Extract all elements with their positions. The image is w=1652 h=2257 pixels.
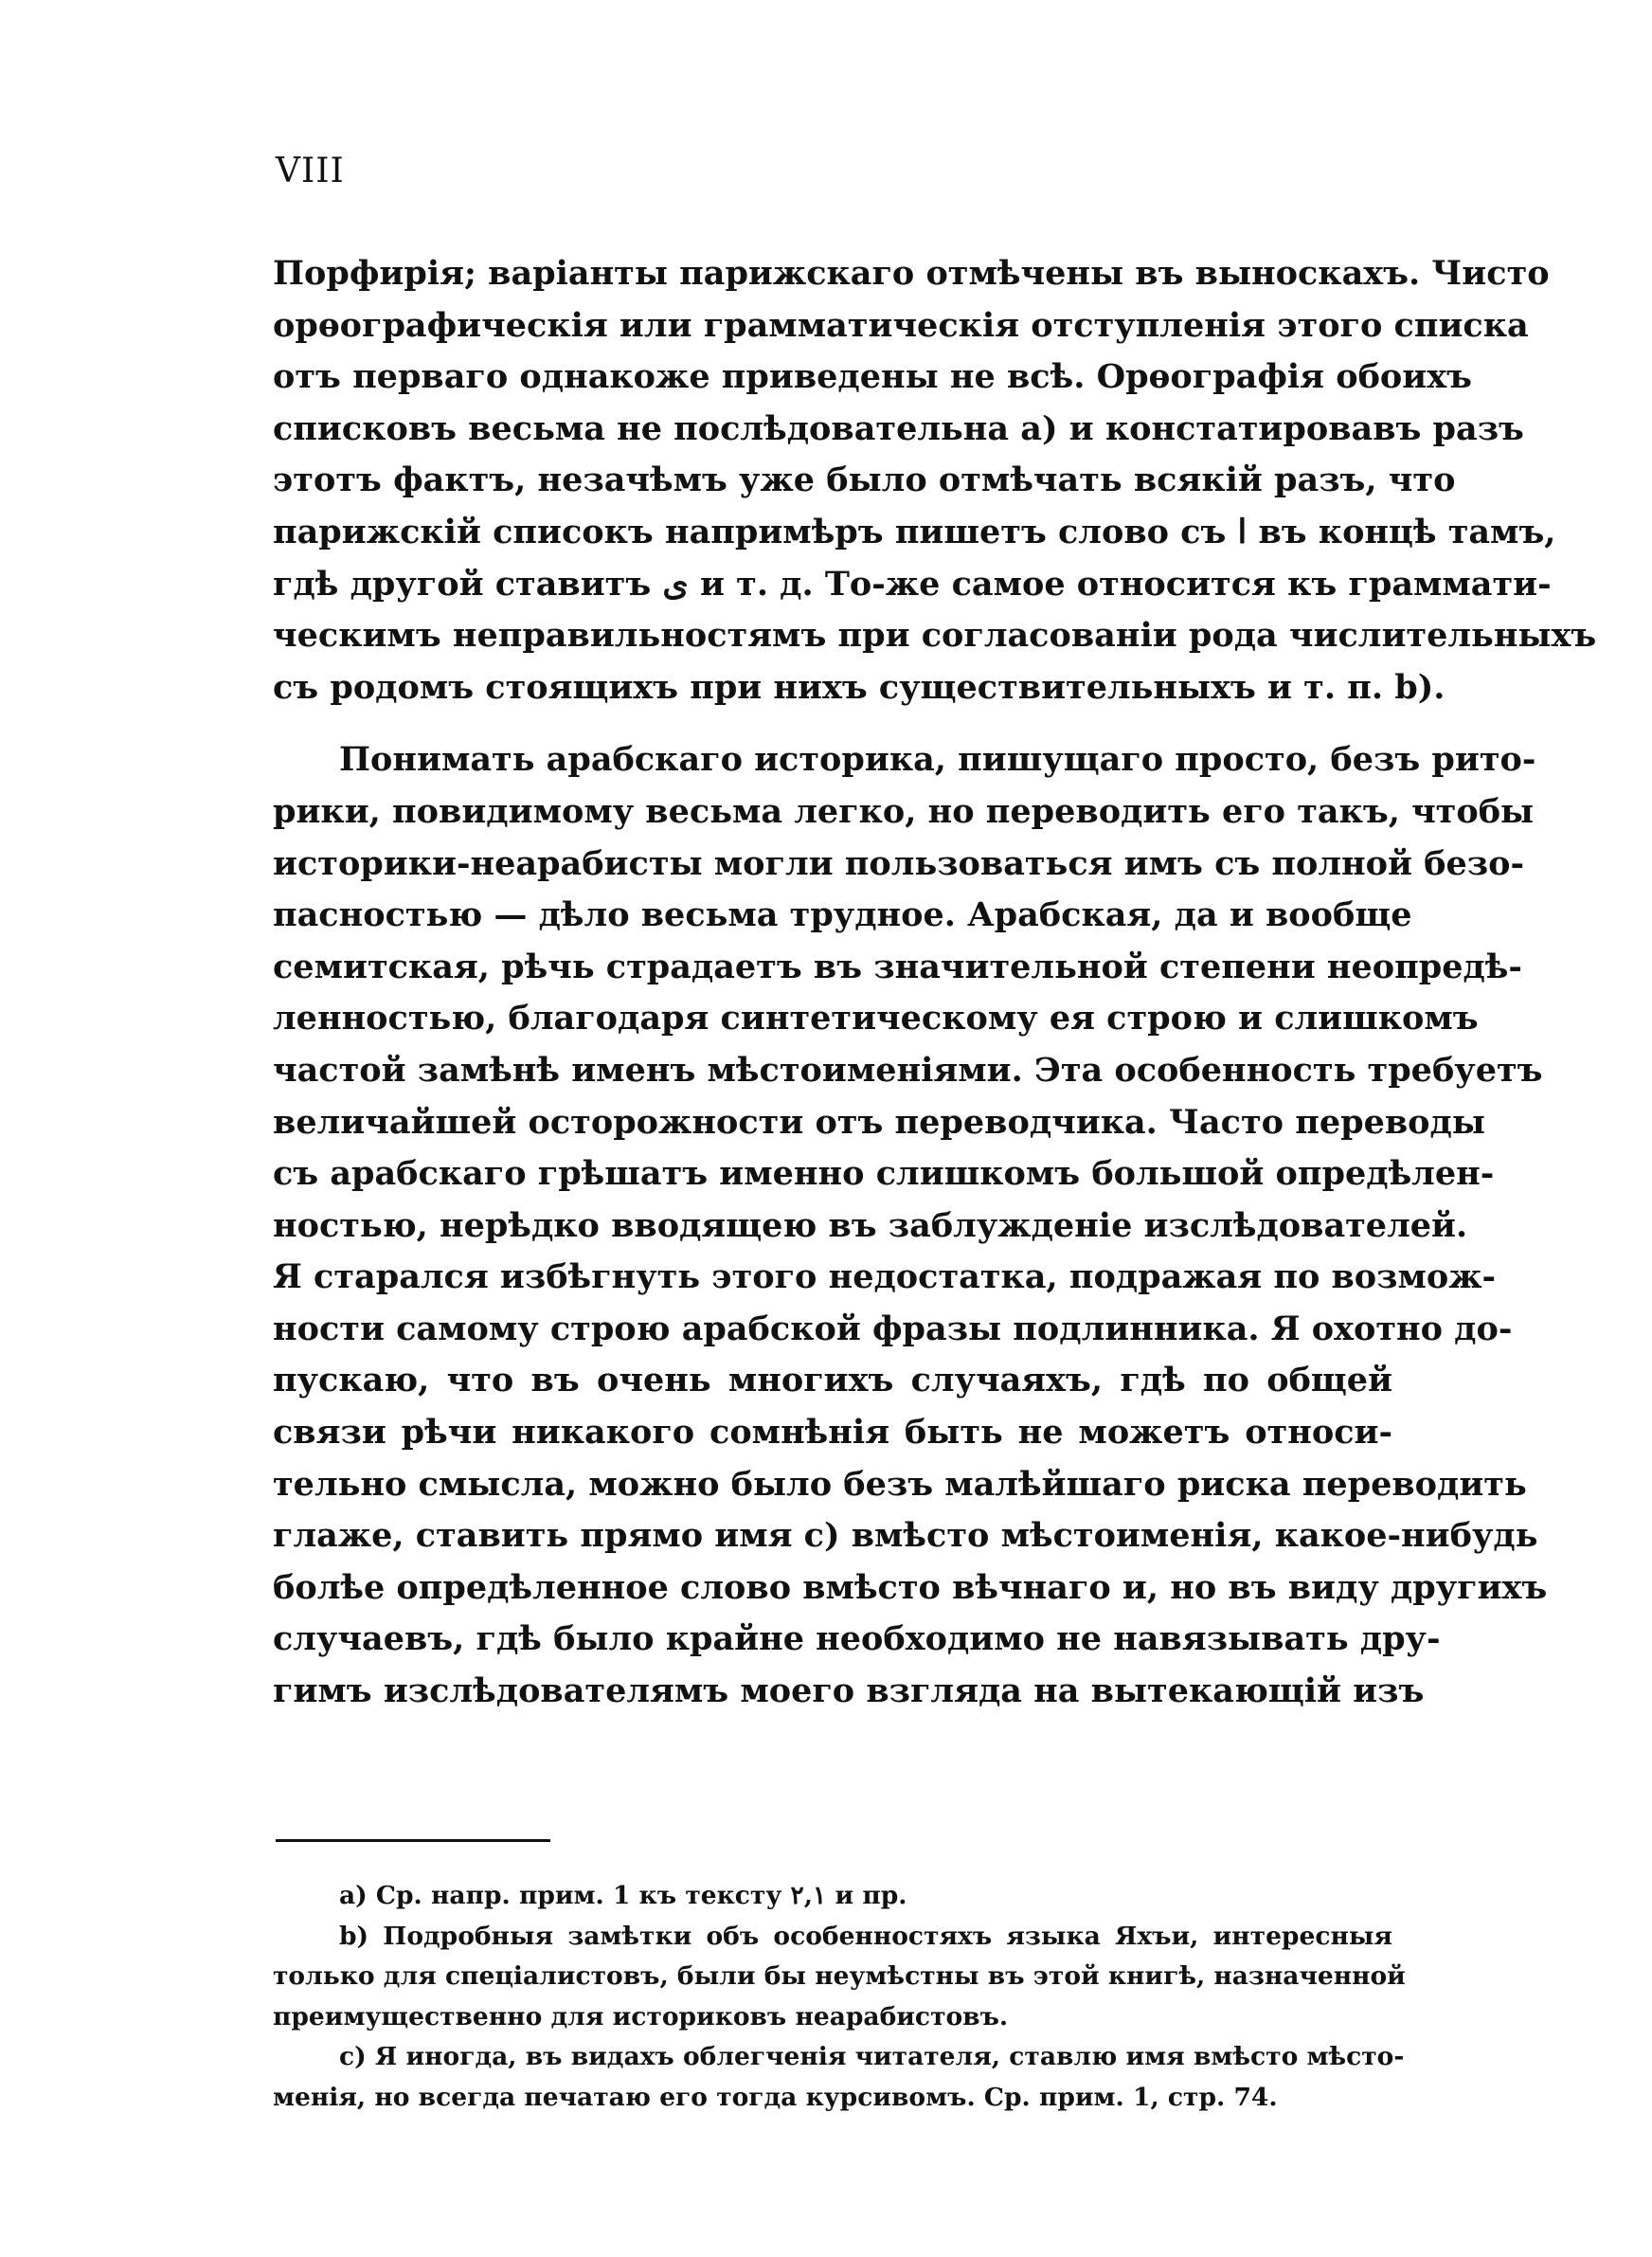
- text-line: съ родомъ стоящихъ при нихъ существительныхъ и т. п. b).: [273, 667, 1446, 707]
- text-line: списковъ весьма не послѣдовательна a) и констатировавъ разъ: [273, 408, 1524, 448]
- text-line: парижскій списокъ напримѣръ пишетъ слово съ ا въ концѣ тамъ,: [273, 512, 1556, 551]
- text-line: ческимъ неправильностямъ при согласованіи рода числительныхъ: [273, 616, 1597, 656]
- footnote-line: c) Я иногда, въ видахъ облегченія читателя, ставлю имя вмѣсто мѣсто-: [339, 2042, 1405, 2072]
- paragraph: [273, 734, 1548, 1717]
- footnote-line: менія, но всегда печатаю его тогда курсивомъ. Ср. прим. 1, стр. 74.: [273, 2082, 1278, 2112]
- text-line: величайшей осторожности отъ переводчика. Часто переводы: [273, 1102, 1485, 1142]
- text-line: орѳографическія или грамматическія отступленія этого списка: [273, 305, 1529, 345]
- text-line: Понимать арабскаго историка, пишущаго просто, безъ рито-: [339, 740, 1536, 780]
- text-line: тельно смысла, можно было безъ малѣйшаго риска переводить: [273, 1464, 1527, 1504]
- text-line: пускаю, что въ очень многихъ случаяхъ, гдѣ по общей: [273, 1361, 1392, 1400]
- text-line: гимъ изслѣдователямъ моего взгляда на вытекающій изъ: [273, 1671, 1425, 1711]
- footnote-line: a) Ср. напр. прим. 1 къ тексту ٢,١ и пр.: [339, 1881, 907, 1910]
- footnotes: [273, 1876, 1406, 2119]
- paragraph: [273, 248, 1597, 713]
- text-line: отъ перваго однакоже приведены не всѣ. Орѳографія обоихъ: [273, 357, 1472, 397]
- text-line: историки-неарабисты могли пользоваться имъ съ полной безо-: [273, 843, 1524, 883]
- text-line: Порфирія; варіанты парижскаго отмѣчены въ выноскахъ. Чисто: [273, 254, 1550, 293]
- text-line: этотъ фактъ, незачѣмъ уже было отмѣчать всякій разъ, что: [273, 460, 1456, 500]
- text-line: Я старался избѣгнуть этого недостатка, подражая по возмож-: [273, 1257, 1497, 1297]
- main-text: [273, 248, 1597, 1718]
- text-line: связи рѣчи никакого сомнѣнія быть не можетъ относи-: [273, 1413, 1392, 1453]
- footnote-c: [273, 2037, 1405, 2118]
- footnote-a: [273, 1876, 1392, 1917]
- text-line: ленностью, благодаря синтетическому ея строю и слишкомъ: [273, 999, 1479, 1038]
- text-line: пасностью — дѣло весьма трудное. Арабская, да и вообще: [273, 895, 1412, 935]
- footnote-line: преимущественно для историковъ неарабистовъ.: [273, 2001, 1009, 2031]
- text-line: болѣе опредѣленное слово вмѣсто вѣчнаго и, но въ виду другихъ: [273, 1567, 1548, 1607]
- text-line: рики, повидимому весьма легко, но переводить его такъ, чтобы: [273, 791, 1535, 831]
- footnote-line: b) Подробныя замѣтки объ особенностяхъ языка Яхъи, интересныя: [339, 1921, 1392, 1951]
- text-line: случаевъ, гдѣ было крайне необходимо не навязывать дру-: [273, 1619, 1441, 1659]
- footnote-b: [273, 1917, 1406, 2038]
- footnote-divider: [276, 1839, 550, 1842]
- text-line: гдѣ другой ставитъ ى и т. д. То-же самое относится къ граммати-: [273, 564, 1552, 604]
- text-line: глаже, ставить прямо имя c) вмѣсто мѣстоименія, какое-нибудь: [273, 1516, 1538, 1556]
- page-number: VIII: [276, 152, 345, 190]
- text-line: съ арабскаго грѣшатъ именно слишкомъ большой опредѣлен-: [273, 1154, 1495, 1194]
- footnote-line: только для спеціалистовъ, были бы неумѣстны въ этой книгѣ, назначенной: [273, 1961, 1406, 1992]
- text-line: ности самому строю арабской фразы подлинника. Я охотно до-: [273, 1309, 1513, 1348]
- text-line: семитская, рѣчь страдаетъ въ значительной степени неопредѣ-: [273, 947, 1522, 986]
- text-line: ностью, нерѣдко вводящею въ заблужденіе изслѣдователей.: [273, 1205, 1468, 1245]
- text-line: частой замѣнѣ именъ мѣстоименіями. Эта особенность требуетъ: [273, 1050, 1543, 1090]
